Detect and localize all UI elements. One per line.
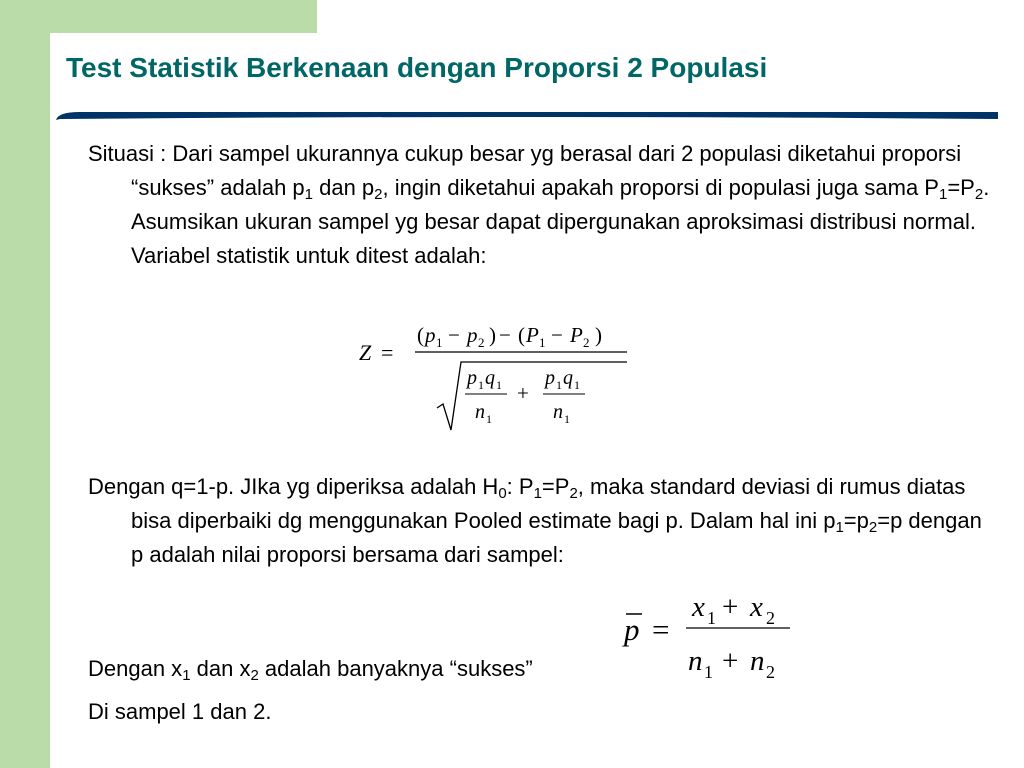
svg-text:p: p [624,612,640,647]
svg-text:1: 1 [707,608,716,628]
svg-text:+: + [722,591,739,623]
svg-text:): ) [489,323,496,347]
svg-text:2: 2 [478,335,485,350]
svg-text:1: 1 [539,335,546,350]
svg-text:(: ( [417,323,424,347]
svg-text:q: q [563,367,573,389]
svg-text:1: 1 [564,412,570,426]
svg-text:2: 2 [766,662,775,682]
svg-text:n: n [688,645,703,677]
svg-text:1: 1 [486,412,492,426]
svg-text:−: − [499,323,511,347]
svg-text:p: p [425,323,436,347]
svg-text:Z: Z [359,340,372,365]
svg-text:1: 1 [496,378,502,392]
title-rule [0,0,1024,130]
svg-text:n: n [750,645,765,677]
paragraph-di-sampel: Di sampel 1 dan 2. [88,699,272,724]
svg-text:+: + [517,381,529,405]
svg-text:=: = [381,340,394,365]
svg-text:): ) [595,323,602,347]
svg-text:n: n [553,401,563,423]
svg-text:p: p [467,323,478,347]
svg-text:1: 1 [704,662,713,682]
pooled-proportion-formula [620,590,800,687]
svg-text:p: p [545,367,555,389]
svg-text:P: P [526,323,539,347]
paragraph-dengan-x: Dengan $x_1$ dan $x_2$ adalah banyaknya “sukses” [88,656,533,684]
svg-text:x: x [692,591,705,623]
svg-text:+: + [722,645,739,677]
svg-text:=: = [652,612,670,647]
svg-text:q: q [485,367,495,389]
svg-text:n: n [475,401,485,423]
slide-title: Test Statistik Berkenaan dengan Proporsi 2 Populasi [66,52,768,83]
z-statistic-formula [355,318,645,441]
svg-text:1: 1 [574,378,580,392]
svg-text:2: 2 [583,335,590,350]
svg-text:p: p [467,367,477,389]
svg-text:2: 2 [766,608,775,628]
svg-text:x: x [750,591,763,623]
paragraph-situasi: Situasi : Dari sampel ukurannya cukup besar yg berasal dari 2 populasi diketahui proporsi “sukses” adalah $p_1$ dan $p_2$, ingin diketahui apakah proporsi di populasi juga sama $P_1=P_2$. Asumsikan ukuran sampel yg besar dapat dipergunakan aproksimasi distribusi normal. Variabel statistik untuk ditest adalah: [88,141,990,268]
svg-text:(: ( [518,323,525,347]
svg-text:1: 1 [556,378,562,392]
svg-text:−: − [551,323,563,347]
svg-text:P: P [570,323,583,347]
paragraph-dengan-q: Dengan q=1-p. JIka yg diperiksa adalah $H_0$: $P_1=P_2$, maka standard deviasi di rumus diatas bisa diperbaiki dg menggunakan Pooled estimate bagi p. Dalam hal ini $p_1=p_2=p$ dengan p adalah nilai proporsi bersama dari sampel: [88,474,982,567]
svg-text:1: 1 [478,378,484,392]
svg-text:−: − [448,323,460,347]
svg-text:1: 1 [436,335,443,350]
